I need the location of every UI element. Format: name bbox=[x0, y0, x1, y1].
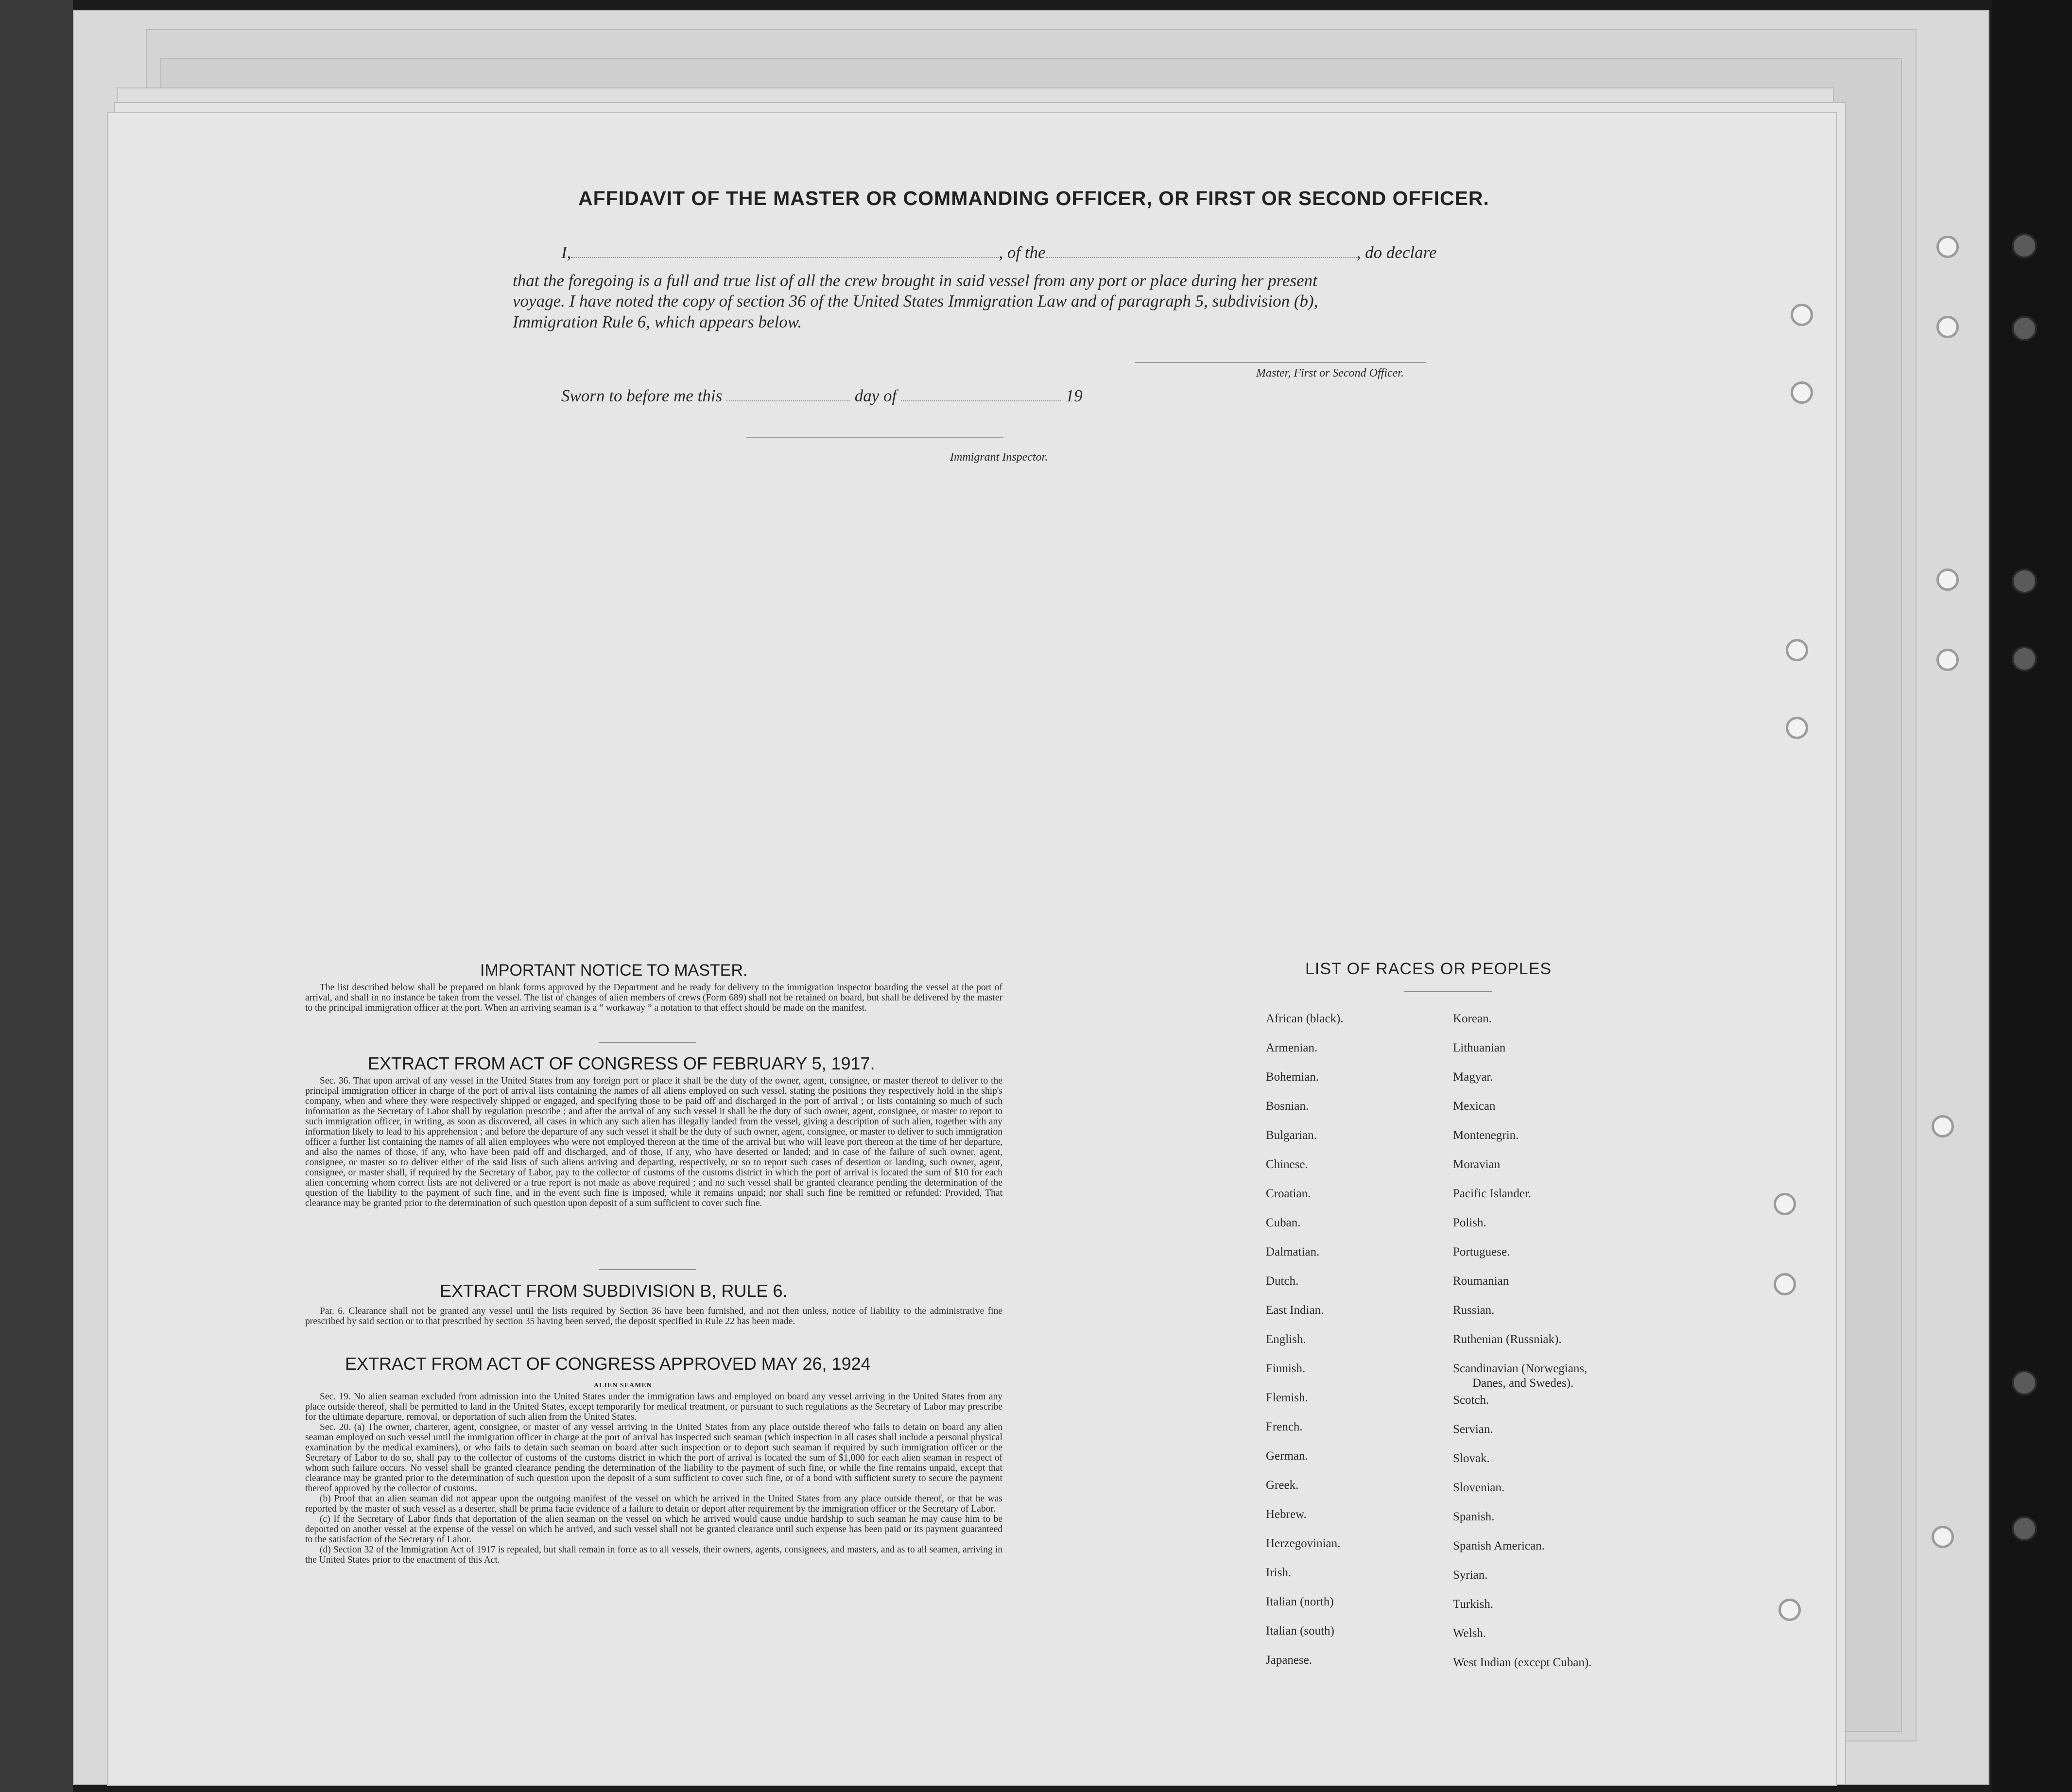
race-item: Servian. bbox=[1453, 1423, 1493, 1436]
affidavit-line-2: that the foregoing is a full and true list of all the crew brought in said vessel from any port or place during her present bbox=[513, 271, 1317, 290]
sworn-text: Sworn to before me this bbox=[561, 386, 723, 405]
race-item: Syrian. bbox=[1453, 1568, 1488, 1582]
extract-1924-body bbox=[305, 1392, 1002, 1565]
notice-body bbox=[305, 982, 1002, 1013]
race-item: Polish. bbox=[1453, 1216, 1486, 1229]
race-item: Turkish. bbox=[1453, 1598, 1494, 1611]
punch-hole bbox=[1786, 639, 1808, 661]
binder-spine bbox=[1992, 0, 2072, 1792]
master-signature-line[interactable] bbox=[1135, 362, 1426, 363]
race-item: Hebrew. bbox=[1266, 1508, 1307, 1521]
race-item: Scotch. bbox=[1453, 1394, 1489, 1407]
extract-1924-paragraph: Sec. 20. (a) The owner, charterer, agent, consignee, or master of any vessel arriving in the United States from any place outside thereof who fails to detain on board any alien seaman employed on such vessel until the immigration officer in charge at the port of arrival has inspected such seaman (which inspection in all cases shall include a personal physical examination by the medical examiners), or who fails to detain such seaman on board after such inspection or to deport such seaman if required by such immigration officer or the Secretary of Labor to do so, shall pay to the collector of customs of the customs district in which the port of arrival is located the sum of $1,000 for each alien seaman in respect of whom such failure occurs. No vessel shall be granted clearance pending the determination of the liability to the payment of such fine, or while the fine remains unpaid, except that clearance may be granted prior to the determination of such question upon the deposit of a sum sufficient to cover such fine, or of a bond with sufficient surety to secure the payment thereof approved by the collector of customs. bbox=[305, 1422, 1002, 1494]
extract-1924-paragraph: Sec. 19. No alien seaman excluded from admission into the United States under the immigration laws and employed on board any vessel arriving in the United States from any place outside thereof, shall be permitted to land in the United States, except temporarily for medical treatment, or pursuant to such regulations as the Secretary of Labor may prescribe for the ultimate departure, removal, or deportation of such alien from the United States. bbox=[305, 1392, 1002, 1422]
sworn-day-of: day of bbox=[854, 386, 897, 405]
race-item: Flemish. bbox=[1266, 1391, 1308, 1404]
binder-hole bbox=[2012, 646, 2037, 672]
race-item: Roumanian bbox=[1453, 1275, 1509, 1288]
extract-rule6-paragraph: Par. 6. Clearance shall not be granted any vessel until the lists required by Section 36 have been furnished, and not then unless, notice of liability to the administrative fine prescribed by said section or to that prescribed by section 35 having been served, the deposit specified in Rule 22 has been made. bbox=[305, 1306, 1002, 1327]
race-item: Moravian bbox=[1453, 1158, 1501, 1171]
race-item: English. bbox=[1266, 1333, 1306, 1346]
race-item: Portuguese. bbox=[1453, 1245, 1510, 1258]
race-item: Montenegrin. bbox=[1453, 1129, 1519, 1142]
binder-hole bbox=[2012, 316, 2037, 341]
affidavit-line-4: Immigration Rule 6, which appears below. bbox=[513, 312, 802, 331]
race-item: Chinese. bbox=[1266, 1158, 1308, 1171]
race-item: Bohemian. bbox=[1266, 1070, 1319, 1084]
sworn-year-prefix: 19 bbox=[1065, 386, 1083, 405]
race-item: Lithuanian bbox=[1453, 1041, 1506, 1054]
race-item: Italian (north) bbox=[1266, 1595, 1334, 1608]
race-item: Herzegovinian. bbox=[1266, 1537, 1341, 1550]
punch-hole bbox=[1936, 569, 1959, 591]
race-item: African (black). bbox=[1266, 1012, 1344, 1025]
affidavit-declare: , do declare bbox=[1356, 243, 1437, 262]
race-item: Cuban. bbox=[1266, 1216, 1301, 1229]
punch-hole bbox=[1786, 717, 1808, 739]
extract-rule6-title: EXTRACT FROM SUBDIVISION B, RULE 6. bbox=[440, 1281, 788, 1301]
race-item: West Indian (except Cuban). bbox=[1453, 1656, 1592, 1669]
race-item: Spanish. bbox=[1453, 1510, 1495, 1523]
vessel-blank[interactable] bbox=[1046, 257, 1357, 258]
race-item: Spanish American. bbox=[1453, 1539, 1545, 1552]
binder-hole bbox=[2012, 569, 2037, 594]
race-item: Danes, and Swedes). bbox=[1472, 1377, 1574, 1390]
affidavit-line-3: voyage. I have noted the copy of section 36 of the United States Immigration Law and of paragraph 5, subdivision (b), bbox=[513, 292, 1318, 310]
race-item: Dutch. bbox=[1266, 1275, 1299, 1288]
race-item: Armenian. bbox=[1266, 1041, 1318, 1054]
race-item: Bulgarian. bbox=[1266, 1129, 1317, 1142]
race-item: Slovak. bbox=[1453, 1452, 1490, 1465]
race-item: Italian (south) bbox=[1266, 1624, 1334, 1637]
extract-1917-body bbox=[305, 1076, 1002, 1208]
race-item: Russian. bbox=[1453, 1304, 1495, 1317]
affidavit-line-1 bbox=[561, 243, 1437, 262]
divider bbox=[599, 1042, 696, 1043]
sworn-line bbox=[561, 386, 1083, 406]
extract-1924-paragraph: (c) If the Secretary of Labor finds that deportation of the alien seaman on the vessel on which he arrived would cause undue hardship to such seaman he may cause him to be deported on another vessel at the expense of the vessel on which he arrived, and such vessel shall not be granted clearance until such expense has been paid or its payment guaranteed to the satisfaction of the Secretary of Labor. bbox=[305, 1514, 1002, 1545]
punch-hole bbox=[1936, 649, 1959, 671]
race-item: Dalmatian. bbox=[1266, 1245, 1320, 1258]
punch-hole bbox=[1791, 381, 1813, 404]
notice-title: IMPORTANT NOTICE TO MASTER. bbox=[480, 961, 748, 980]
binder-hole bbox=[2012, 233, 2037, 258]
punch-hole bbox=[1774, 1273, 1796, 1295]
race-item: Ruthenian (Russniak). bbox=[1453, 1333, 1562, 1346]
extract-rule6-body bbox=[305, 1306, 1002, 1327]
race-item: Welsh. bbox=[1453, 1627, 1486, 1640]
inspector-signature-line[interactable] bbox=[746, 437, 1003, 438]
extract-1917-title: EXTRACT FROM ACT OF CONGRESS OF FEBRUARY 5, 1917. bbox=[368, 1053, 875, 1073]
race-item: Finnish. bbox=[1266, 1362, 1306, 1375]
race-item: Irish. bbox=[1266, 1566, 1292, 1579]
extract-1924-paragraph: (d) Section 32 of the Immigration Act of 1917 is repealed, but shall remain in force as to all vessels, their owners, agents, consignees, and masters, and as to all seamen, arriving in the United States prior to the enactment of this Act. bbox=[305, 1545, 1002, 1565]
affidavit-of-the: , of the bbox=[999, 243, 1046, 262]
punch-hole bbox=[1932, 1526, 1954, 1548]
race-item: Mexican bbox=[1453, 1100, 1496, 1113]
punch-hole bbox=[1774, 1193, 1796, 1215]
extract-1924-paragraph: (b) Proof that an alien seaman did not appear upon the outgoing manifest of the vessel on which he arrived in the United States from any place outside thereof, or that he was reported by the master of such vessel as a deserter, shall be prima facie evidence of a failure to detain or deport after requirement by the immigration officer or the Secretary of Labor. bbox=[305, 1494, 1002, 1514]
master-signature-label: Master, First or Second Officer. bbox=[1256, 367, 1404, 379]
race-item: Japanese. bbox=[1266, 1654, 1312, 1667]
race-item: Magyar. bbox=[1453, 1070, 1493, 1084]
affidavit-title: AFFIDAVIT OF THE MASTER OR COMMANDING OFFICER, OR FIRST OR SECOND OFFICER. bbox=[578, 187, 1489, 209]
left-page-edge bbox=[0, 0, 73, 1792]
race-item: French. bbox=[1266, 1420, 1303, 1433]
punch-hole bbox=[1791, 304, 1813, 326]
race-item: East Indian. bbox=[1266, 1304, 1324, 1317]
punch-hole bbox=[1932, 1115, 1954, 1137]
sworn-month-blank[interactable] bbox=[901, 400, 1061, 401]
punch-hole bbox=[1936, 236, 1959, 258]
name-blank[interactable] bbox=[571, 257, 999, 258]
affidavit-i: I, bbox=[561, 243, 571, 262]
races-title: LIST OF RACES OR PEOPLES bbox=[1305, 960, 1552, 978]
inspector-label: Immigrant Inspector. bbox=[950, 451, 1048, 464]
punch-hole bbox=[1936, 316, 1959, 338]
race-item: Greek. bbox=[1266, 1479, 1299, 1492]
extract-1924-title: EXTRACT FROM ACT OF CONGRESS APPROVED MAY 26, 1924 bbox=[345, 1354, 871, 1374]
race-item: Croatian. bbox=[1266, 1187, 1311, 1200]
race-item: Slovenian. bbox=[1453, 1481, 1505, 1494]
binder-hole bbox=[2012, 1370, 2037, 1396]
extract-1924-subtitle: ALIEN SEAMEN bbox=[594, 1382, 652, 1389]
race-item: German. bbox=[1266, 1449, 1308, 1463]
divider bbox=[1404, 991, 1492, 992]
sworn-day-blank[interactable] bbox=[726, 400, 850, 401]
race-item: Pacific Islander. bbox=[1453, 1187, 1532, 1200]
race-item: Bosnian. bbox=[1266, 1100, 1309, 1113]
extract-1917-paragraph: Sec. 36. That upon arrival of any vessel in the United States from any foreign port or place it shall be the duty of the owner, agent, consignee, or master thereof to deliver to the principal immigration officer in charge of the port of arrival lists containing the names of all aliens employed on such vessel, stating the positions they respectively hold in the ship's company, when and where they were respectively shipped or engaged, and specifying those to be paid off and discharged in the port of arrival ; or lists containing so much of such information as the Secretary of Labor shall by regulation prescribe ; and after the arrival of any such vessel it shall be the duty of such owner, agent, consignee, or master to report to such immigration officer, in writing, as soon as discovered, all cases in which any such alien has illegally landed from the vessel, giving a description of such alien, together with any information likely to lead to his apprehension ; and before the departure of any such vessel it shall be the duty of such owner, agent, consignee, or master to deliver to such immigration officer a further list containing the names of all alien employees who were not employed thereon at the time of the arrival but who will leave port thereon at the time of her departure, and also the names of those, if any, who have been paid off and discharged, and of those, if any, who have deserted or landed; and in case of the failure of such owner, agent, consignee, or master so to deliver either of the said lists of such aliens arriving and departing, respectively, or so to report such cases of desertion or landing, such owner, agent, consignee, or master shall, if required by the Secretary of Labor, pay to the collector of customs of the customs district in which the port of arrival is located the sum of $10 for each alien concerning whom correct lists are not delivered or a true report is not made as above required ; and no such vessel shall be granted clearance pending the determination of the question of the liability to the payment of such fine, and in the event such fine is imposed, while it remains unpaid; nor shall such fine be remitted or refunded: Provided, That clearance may be granted prior to the determination of such question upon deposit of a sum sufficient to cover such fine. bbox=[305, 1076, 1002, 1208]
divider bbox=[599, 1269, 696, 1270]
race-item: Korean. bbox=[1453, 1012, 1492, 1025]
punch-hole bbox=[1778, 1599, 1801, 1621]
race-item: Scandinavian (Norwegians, bbox=[1453, 1362, 1588, 1375]
notice-paragraph: The list described below shall be prepared on blank forms approved by the Department and be ready for delivery to the immigration inspector boarding the vessel at the port of arrival, and shall in no instance be taken from the vessel. The list of changes of alien members of crews (Form 689) shall not be retained on board, but shall be delivered by the master to the principal immigration officer at the port. When an arriving seaman is a “ workaway ” a notation to that effect should be made on the manifest. bbox=[305, 982, 1002, 1013]
binder-hole bbox=[2012, 1516, 2037, 1541]
